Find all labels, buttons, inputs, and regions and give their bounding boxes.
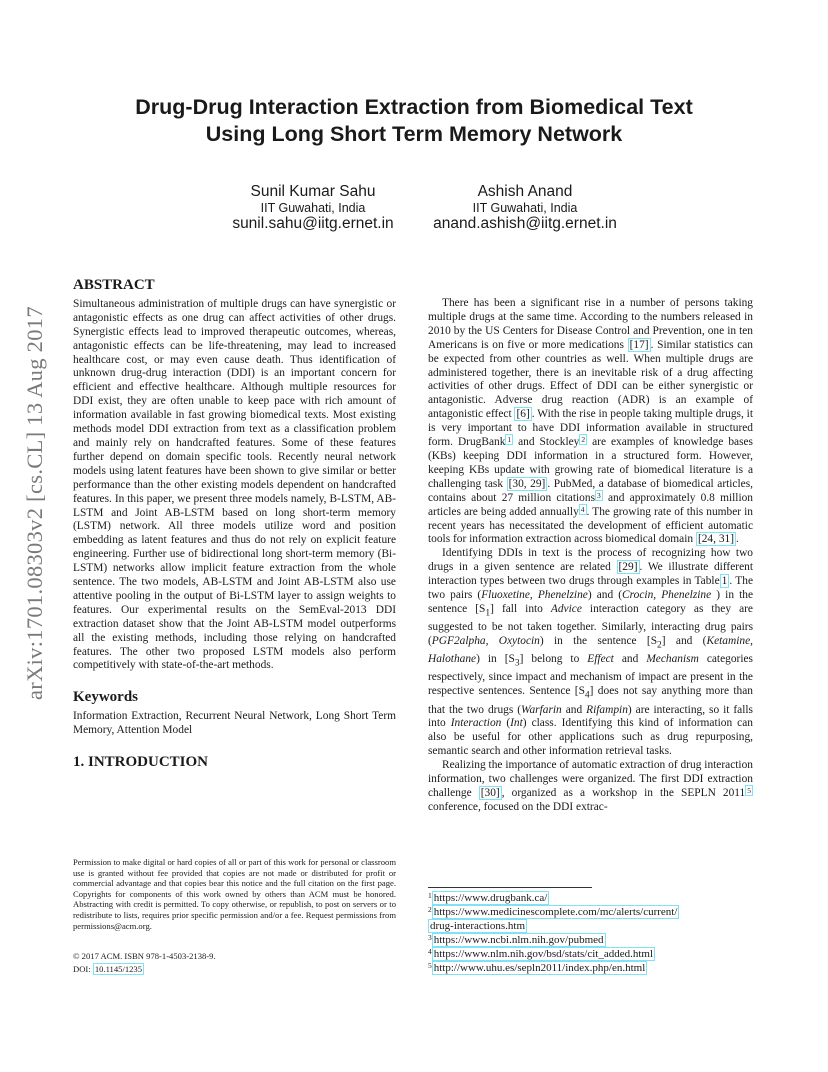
doi-link[interactable]: 10.1145/1235 <box>94 964 143 974</box>
intro-paragraph-1: There has been a significant rise in a number of persons taking multiple drugs at the same time. According to the numbers released in 2010 by the US Centers for Disease Control and Prevention, one in ten Americans is on five or more medications [17] . Similar statistics can be expected from other countries as well. When multiple drugs are administered together, there is an inevitable risk of a drug affecting activities of other drugs. Effect of DDI can be either synergistic or antagonistic. Adverse drug reaction (ADR) is an example of antagonistic effect [6] . With the rise in people taking multiple drugs, it is very important to have DDI information available in structured form. DrugBank $^1$ and Stockley $^2$ are examples of knowledge bases (KBs) keeping DDI information in a structured form. However, keeping KBs update with growing rate of biomedical literature is a challenging task [30, 29] . PubMed, a database of biomedical articles, contains about 27 million citations $^3$ and approximately 0.8 million articles are being added annually $^4$ . The growing rate of this number in recent years has necessitated the development of efficient automatic tools for information extraction across biomedical domain [24, 31] . <box>428 297 754 546</box>
left-column <box>73 279 396 770</box>
author-email: sunil.sahu@iitg.ernet.in <box>232 215 394 232</box>
citation-link[interactable]: [30, 29] <box>508 477 546 490</box>
copyright-line: © 2017 ACM. ISBN 978-1-4503-2138-9. <box>73 951 216 961</box>
citation-link[interactable]: [24, 31] <box>697 533 735 546</box>
footnote-marker[interactable]: 5 <box>747 785 751 795</box>
footnote-5: $^5$ http://www.uhu.es/sepln2011/index.php/en.html <box>428 961 646 974</box>
table-ref-link[interactable]: 1 <box>721 575 728 588</box>
footnote-2: $^2$ https://www.medicinescomplete.com/mc/alerts/current/ <box>428 905 678 918</box>
author-email: anand.ashish@iitg.ernet.in <box>433 215 617 232</box>
keywords-text: Information Extraction, Recurrent Neural Network, Long Short Term Memory, Attention Model <box>73 710 396 737</box>
author-affiliation: IIT Guwahati, India <box>260 201 366 215</box>
abstract-text: Simultaneous administration of multiple drugs can have synergistic or antagonistic effects as one drug can affect activities of other drugs. Synergistic effects lead to improved therapeutic outcomes, whereas, antagonistic effects can be life-threatening, may lead to increased healthcare cost, or may even cause death. Thus identification of unknown drug-drug interaction (DDI) is an important concern for efficient and effective healthcare. Although multiple resources for DDI exist, they are often unable to keep pace with rich amount of information available in fast growing biomedical texts. Most existing methods model DDI extraction from text as a classification problem and mainly rely on handcrafted features. Some of these features further depend on domain specific tools. Recently neural network models using latent features have been shown to give similar or better performance than the other existing models dependent on handcrafted features. In this paper, we present three models namely, B-LSTM, AB-LSTM and Joint AB-LSTM based on long short-term memory (LSTM) network. All three models utilize word and position embedding as latent features and thus do not rely on explicit feature engineering. Further use of bidirectional long short-term memory (Bi-LSTM) networks allow implicit feature extraction from the whole sentence. The two models, AB-LSTM and Joint AB-LSTM also use attentive pooling in the output of Bi-LSTM layer to assign weights to features. Our experimental results on the SemEval-2013 DDI extraction dataset show that the Joint AB-LSTM model outperforms all the existing methods, including those relying on handcrafted features. The other two proposed LSTM models also perform competitively with state-of-the-art methods. <box>73 297 396 672</box>
introduction-heading: 1. INTRODUCTION <box>73 754 209 771</box>
footnote-3: $^3$ https://www.ncbi.nlm.nih.gov/pubmed <box>428 933 604 946</box>
author-affiliation: IIT Guwahati, India <box>472 201 578 215</box>
author-block-1 <box>213 182 413 232</box>
title-line-1: Drug-Drug Interaction Extraction from Biomedical Text <box>135 95 693 119</box>
footnote-marker[interactable]: 2 <box>581 435 586 445</box>
footnote-marker[interactable]: 4 <box>580 504 585 514</box>
title-line-2: Using Long Short Term Memory Network <box>205 122 623 146</box>
footnote-4: $^4$ https://www.nlm.nih.gov/bsd/stats/cit_added.html <box>428 947 654 960</box>
footnote-marker[interactable]: 1 <box>507 435 512 445</box>
footnote-url[interactable]: http://www.uhu.es/sepln2011/index.php/en.html <box>433 962 646 974</box>
citation-link[interactable]: [17] <box>629 338 649 351</box>
footnote-url[interactable]: drug-interactions.htm <box>430 920 526 932</box>
footnote-2-continued <box>428 920 758 934</box>
footnote-url[interactable]: https://www.medicinescomplete.com/mc/alerts/current/ <box>433 906 678 918</box>
paper-title <box>0 94 828 148</box>
arxiv-stamp: arXiv:1701.08303v2 [cs.CL] 13 Aug 2017 <box>22 306 47 700</box>
intro-paragraph-3: Realizing the importance of automatic extraction of drug interaction information, two challenges were organized. The first DDI extraction challenge [30] , organized as a workshop in the SEPLN 2011 $^5$ conference, focused on the DDI extrac- <box>428 759 753 813</box>
author-name: Sunil Kumar Sahu <box>250 183 376 200</box>
citation-link[interactable]: [6] <box>516 408 530 421</box>
doi-label: DOI: <box>73 964 91 974</box>
footnote-1: $^1$ https://www.drugbank.ca/ <box>428 891 548 904</box>
citation-link[interactable]: [30] <box>480 786 500 799</box>
citation-link[interactable]: [29] <box>618 561 638 574</box>
keywords-heading: Keywords <box>73 689 138 706</box>
doi-line <box>73 964 396 975</box>
author-block-2 <box>405 182 645 232</box>
right-column <box>428 297 753 815</box>
abstract-heading: ABSTRACT <box>73 277 155 293</box>
footnote-url[interactable]: https://www.drugbank.ca/ <box>433 892 548 904</box>
permission-notice: Permission to make digital or hard copies of all or part of this work for personal or classroom use is granted without fee provided that copies are not made or distributed for profit or commercial advantage and that copies bear this notice and the full citation on the first page. Copyrights for components of this work owned by others than ACM must be honored. Abstracting with credit is permitted. To copy otherwise, or republish, to post on servers or to redistribute to lists, requires prior specific permission and/or a fee. Request permissions from permissions@acm.org. <box>73 857 396 931</box>
footnote-marker[interactable]: 3 <box>597 490 601 500</box>
intro-paragraph-2: Identifying DDIs in text is the process of recognizing how two drugs in a given sentence are related [29] . We illustrate different interaction types between two drugs through examples in Table 1 . The two pairs (Fluoxetine, Phenelzine) and (Crocin, Phenelzine ) in the sentence $[S_1]$ fall into Advice interaction category as they are suggested to be not taken together. Similarly, interacting drug pairs (PGF2alpha, Oxytocin) in the sentence $[S_2]$ and (Ketamine, Halothane) in $[S_3]$ belong to Effect and Mechanism categories respectively, since impact and mechanism of impact are present in the respective sentences. Sentence $[S_4]$ does not say anything more than that the two drugs (Warfarin and Rifampin) are interacting, so it falls into Interaction (Int) class. Identifying this kind of information can also be useful for other applications such as drug repurposing, semantic search and other information retrieval tasks. <box>428 547 754 758</box>
footnote-divider <box>428 887 592 888</box>
footnote-url[interactable]: https://www.ncbi.nlm.nih.gov/pubmed <box>433 934 604 946</box>
footnote-url[interactable]: https://www.nlm.nih.gov/bsd/stats/cit_added.html <box>433 948 654 960</box>
author-name: Ashish Anand <box>477 183 573 200</box>
